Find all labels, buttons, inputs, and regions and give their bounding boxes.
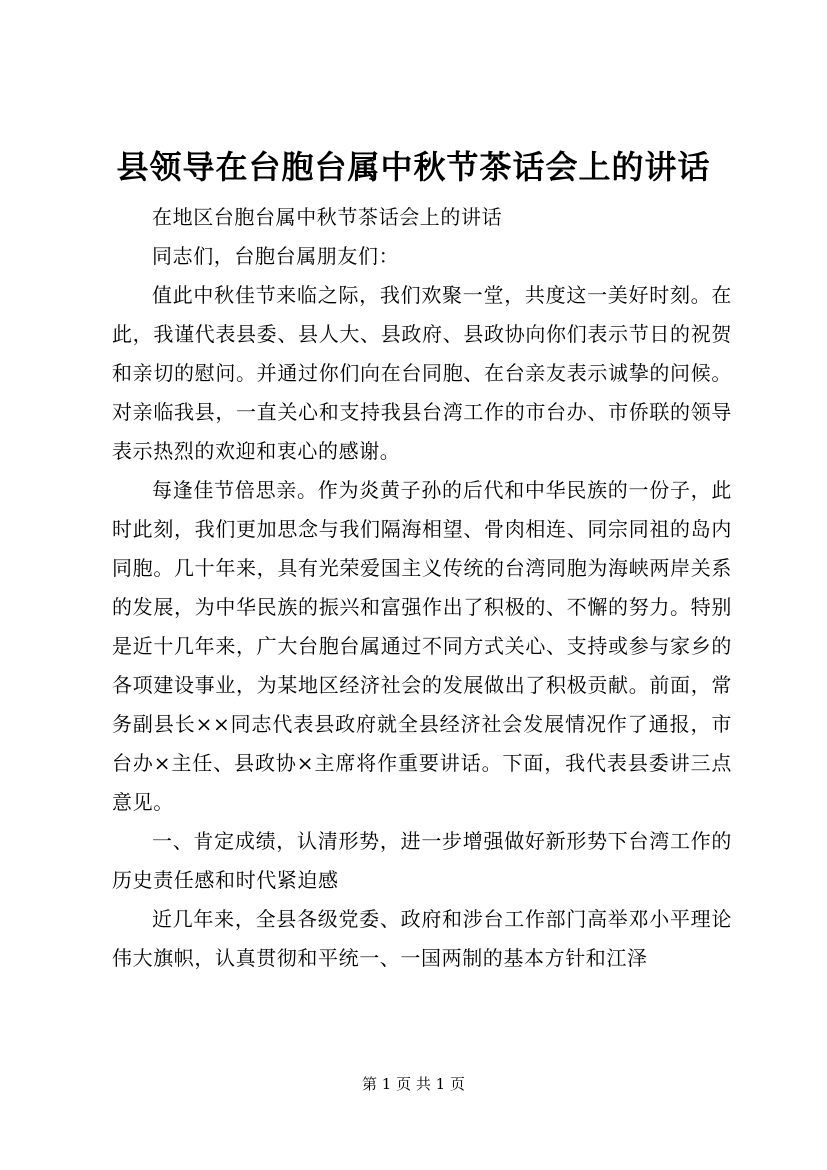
body-paragraph: 近几年来，全县各级党委、政府和涉台工作部门高举邓小平理论伟大旗帜，认真贯彻和平统一、一国两制的基本方针和江泽 <box>112 907 732 970</box>
document-body <box>112 198 732 978</box>
body-paragraph: 值此中秋佳节来临之际，我们欢聚一堂，共度这一美好时刻。在此，我谨代表县委、县人大、县政府、县政协向你们表示节日的祝贺和亲切的慰问。并通过你们向在台同胞、在台亲友表示诚挚的问候。对亲临我县，一直关心和支持我县台湾工作的市台办、市侨联的领导表示热烈的欢迎和衷心的感谢。 <box>112 283 732 463</box>
subtitle-paragraph: 在地区台胞台属中秋节茶话会上的讲话 <box>152 205 503 229</box>
body-paragraph: 每逢佳节倍思亲。作为炎黄子孙的后代和中华民族的一份子，此时此刻，我们更加思念与我们隔海相望、骨肉相连、同宗同祖的岛内同胞。几十年来，具有光荣爱国主义传统的台湾同胞为海峡两岸关系的发展，为中华民族的振兴和富强作出了积极的、不懈的努力。特别是近十几年来，广大台胞台属通过不同方式关心、支持或参与家乡的各项建设事业，为某地区经济社会的发展做出了积极贡献。前面，常务副县长××同志代表县政府就全县经济社会发展情况作了通报，市台办×主任、县政协×主席将作重要讲话。下面，我代表县委讲三点意见。 <box>112 478 732 814</box>
document-title: 县领导在台胞台属中秋节茶话会上的讲话 <box>116 148 711 186</box>
section-heading-paragraph: 一、肯定成绩，认清形势，进一步增强做好新形势下台湾工作的历史责任感和时代紧迫感 <box>112 829 732 892</box>
salutation-paragraph: 同志们，台胞台属朋友们： <box>152 244 400 268</box>
page-footer: 第 1 页 共 1 页 <box>362 1075 465 1093</box>
